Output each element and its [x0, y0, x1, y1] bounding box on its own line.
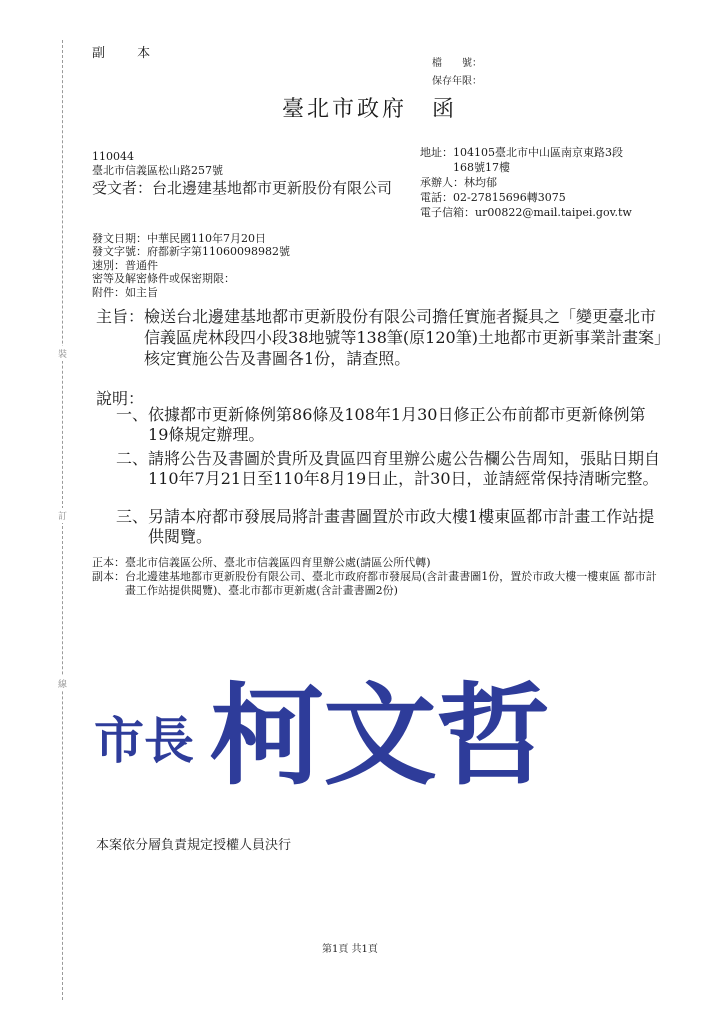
binding-char-zhuang: 裝: [58, 346, 67, 361]
meta-row-attachment: [92, 286, 290, 299]
copies-section: [92, 556, 667, 598]
item-text: 請將公告及書圖於貴所及貴區四育里辦公處公告欄公告周知，張貼日期自110年7月21日至110年8月19日止，計30日，並請經常保持清晰完整。: [148, 449, 661, 488]
subject: [96, 306, 666, 369]
item-number: 三、: [116, 507, 149, 526]
retention-period-label: 保存年限：: [432, 76, 482, 87]
sender-contact: 林均郁: [464, 176, 497, 189]
recipient: [92, 178, 412, 198]
item-text: 依據都市更新條例第86條及108年1月30日修正公布前都市更新條例第19條規定辦理。: [148, 405, 646, 444]
sender-phone-row: [420, 190, 642, 205]
sender-email: ur00822@mail.taipei.gov.tw: [475, 206, 632, 219]
meta-row-number: [92, 245, 290, 258]
cc-recipients-label: 副本：: [92, 570, 125, 583]
meta-value: 中華民國110年7月20日: [147, 232, 266, 245]
meta-label: 速別：: [92, 258, 125, 272]
receiver-address: [92, 150, 223, 178]
explanation-label: 說明：: [96, 389, 145, 408]
meta-label: 附件：: [92, 285, 125, 299]
recipient-label: 受文者：: [92, 179, 153, 197]
seal-title: 市長: [94, 712, 194, 770]
cc-recipients-row: [92, 570, 667, 598]
item-number: 二、: [116, 449, 149, 468]
meta-value: 府都新字第11060098982號: [147, 245, 290, 259]
page-number: 第1頁 共1頁: [322, 944, 378, 955]
delegation-note: 本案依分層負責規定授權人員決行: [96, 838, 292, 853]
address-line: 臺北市信義區松山路257號: [92, 164, 223, 177]
explanation-item: [116, 507, 664, 547]
meta-row-date: [92, 232, 290, 245]
meta-row-secrecy: [92, 272, 290, 285]
document-meta: [92, 232, 290, 299]
subject-label: 主旨：: [96, 307, 145, 326]
archive-info: [432, 55, 482, 91]
sender-phone-label: 電話：: [420, 191, 453, 204]
seal-name: 柯文哲: [210, 672, 550, 796]
explanation-item: [116, 405, 664, 445]
meta-value: 如主旨: [125, 285, 158, 299]
sender-address: 104105臺北市中山區南京東路3段168號17樓: [453, 146, 623, 174]
file-number-label: 檔 號：: [432, 58, 482, 69]
main-recipients: 臺北市信義區公所、臺北市信義區四育里辦公處(請區公所代轉): [125, 556, 431, 569]
sender-email-row: [420, 205, 642, 220]
cc-recipients: 台北邊建基地都市更新股份有限公司、臺北市政府都市發展局(含計畫書圖1份，置於市政大樓一樓東區 都市計畫工作站提供閱覽)、臺北市都市更新處(含計畫書圖2份): [125, 570, 657, 597]
sender-contact-row: [420, 175, 642, 190]
recipient-name: 台北邊建基地都市更新股份有限公司: [152, 179, 393, 197]
sender-email-label: 電子信箱：: [420, 206, 475, 219]
item-text: 另請本府都市發展局將計畫書圖置於市政大樓1樓東區都市計畫工作站提供閱覽。: [148, 507, 655, 546]
sender-address-label: 地址：: [420, 146, 453, 159]
meta-label: 發文日期：: [92, 232, 147, 245]
meta-label: 發文字號：: [92, 245, 147, 259]
sender-contact-label: 承辦人：: [420, 176, 464, 189]
document-title: 臺北市政府 函: [282, 97, 458, 122]
postal-code: 110044: [92, 150, 134, 163]
mayor-seal: [92, 666, 562, 796]
sender-info: [420, 145, 642, 220]
meta-label: 密等及解密條件或保密期限：: [92, 272, 235, 286]
sender-address-row: [420, 145, 642, 175]
binding-char-xian: 線: [58, 676, 67, 691]
subject-text: 檢送台北邊建基地都市更新股份有限公司擔任實施者擬具之「變更臺北市信義區虎林段四小段38地號等138筆(原120筆)土地都市更新事業計畫案」核定實施公告及書圖各1份，請查照。: [144, 307, 662, 368]
binding-char-ding: 訂: [58, 508, 67, 523]
meta-row-speed: [92, 259, 290, 272]
sender-phone: 02-27815696轉3075: [453, 191, 566, 204]
main-recipients-row: [92, 556, 667, 570]
main-recipients-label: 正本：: [92, 556, 125, 569]
meta-value: 普通件: [125, 258, 158, 272]
item-number: 一、: [116, 405, 149, 424]
copy-mark: 副 本: [92, 46, 165, 61]
explanation-item: [116, 449, 664, 489]
